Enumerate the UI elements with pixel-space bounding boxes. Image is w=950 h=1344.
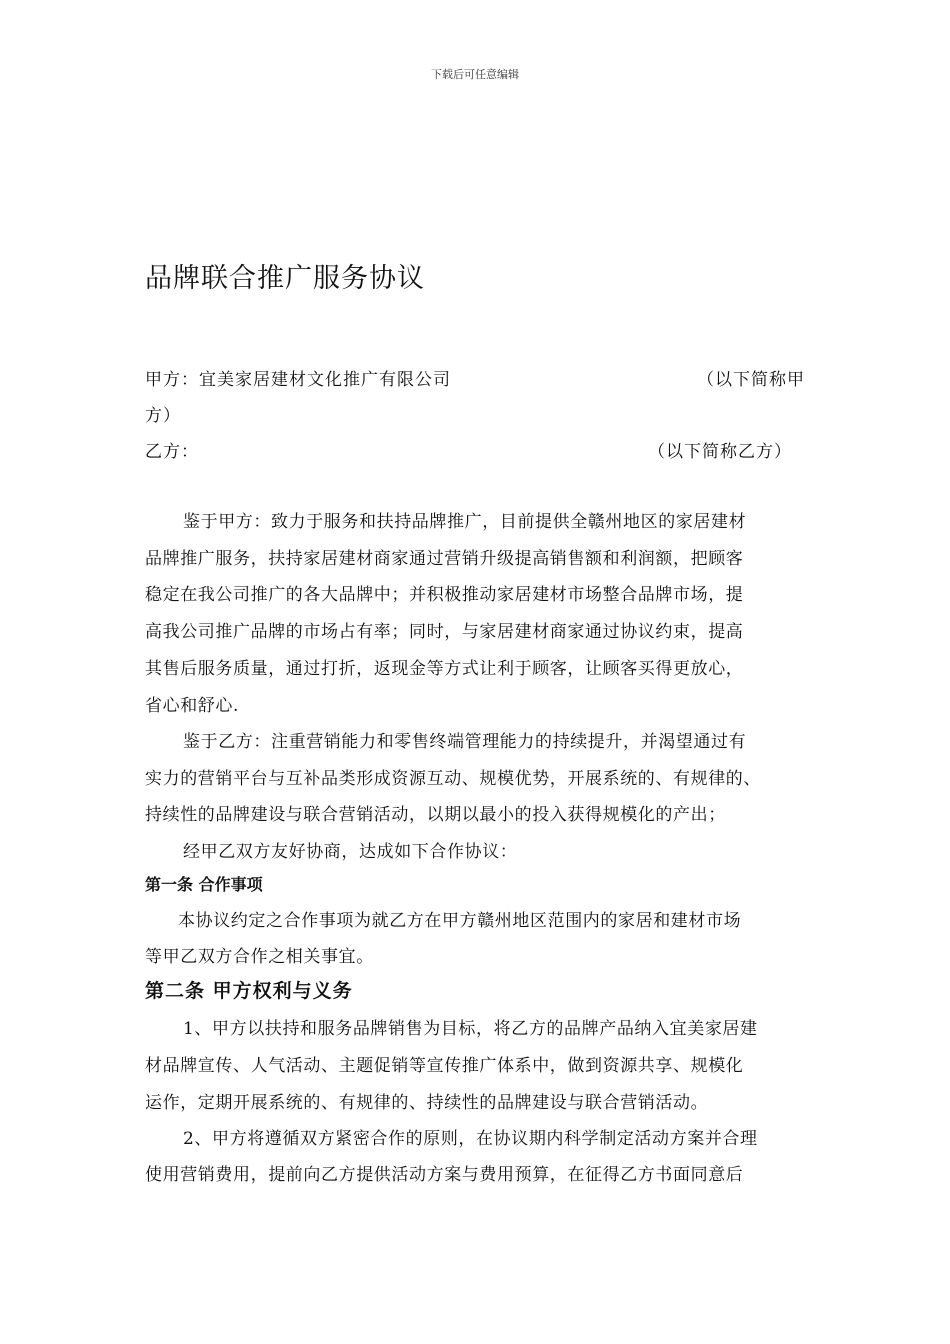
paragraph-line: 材品牌宣传、人气活动、主题促销等宣传推广体系中，做到资源共享、规模化 — [145, 1056, 744, 1076]
header-note: 下载后可任意编辑 — [431, 68, 519, 81]
party-b-abbr: （以下简称乙方） — [648, 442, 792, 462]
article-2-heading: 第二条 甲方权利与义务 — [145, 980, 353, 1002]
paragraph-line: 运作，定期开展系统的、有规律的、持续性的品牌建设与联合营销活动。 — [145, 1093, 709, 1113]
paragraph-line: 省心和舒心. — [145, 696, 240, 716]
paragraph-line: 本协议约定之合作事项为就乙方在甲方赣州地区范围内的家居和建材市场 — [178, 911, 742, 931]
paragraph-line: 稳定在我公司推广的各大品牌中；并积极推动家居建材市场整合品牌市场，提 — [145, 585, 744, 605]
party-b-label: 乙方： — [145, 442, 199, 462]
paragraph-line: 鉴于甲方：致力于服务和扶持品牌推广，目前提供全赣州地区的家居建材 — [183, 512, 747, 532]
agreement-intro: 经甲乙双方友好协商，达成如下合作协议： — [183, 842, 518, 862]
paragraph-line: 1、甲方以扶持和服务品牌销售为目标，将乙方的品牌产品纳入宜美家居建 — [183, 1019, 758, 1039]
paragraph-line: 鉴于乙方：注重营销能力和零售终端管理能力的持续提升，并渴望通过有 — [183, 732, 747, 752]
paragraph-line: 品牌推广服务，扶持家居建材商家通过营销升级提高销售额和利润额，把顾客 — [145, 549, 744, 569]
paragraph-line: 等甲乙双方合作之相关事宜。 — [145, 947, 374, 967]
paragraph-line: 其售后服务质量，通过打折，返现金等方式让利于顾客，让顾客买得更放心， — [145, 659, 744, 679]
party-a-abbr: （以下简称甲 — [697, 370, 805, 390]
paragraph-line: 高我公司推广品牌的市场占有率；同时，与家居建材商家通过协议约束，提高 — [145, 622, 744, 642]
paragraph-line: 持续性的品牌建设与联合营销活动，以期以最小的投入获得规模化的产出； — [145, 805, 726, 825]
paragraph-line: 实力的营销平台与互补品类形成资源互动、规模优势，开展系统的、有规律的、 — [145, 769, 761, 789]
party-a-label: 甲方：宜美家居建材文化推广有限公司 — [145, 370, 451, 390]
party-a-abbr-cont: 方） — [145, 406, 181, 426]
paragraph-line: 2、甲方将遵循双方紧密合作的原则，在协议期内科学制定活动方案并合理 — [183, 1129, 758, 1149]
document-title: 品牌联合推广服务协议 — [145, 263, 425, 294]
paragraph-line: 使用营销费用，提前向乙方提供活动方案与费用预算，在征得乙方书面同意后 — [145, 1165, 744, 1185]
article-1-heading: 第一条 合作事项 — [145, 875, 263, 894]
